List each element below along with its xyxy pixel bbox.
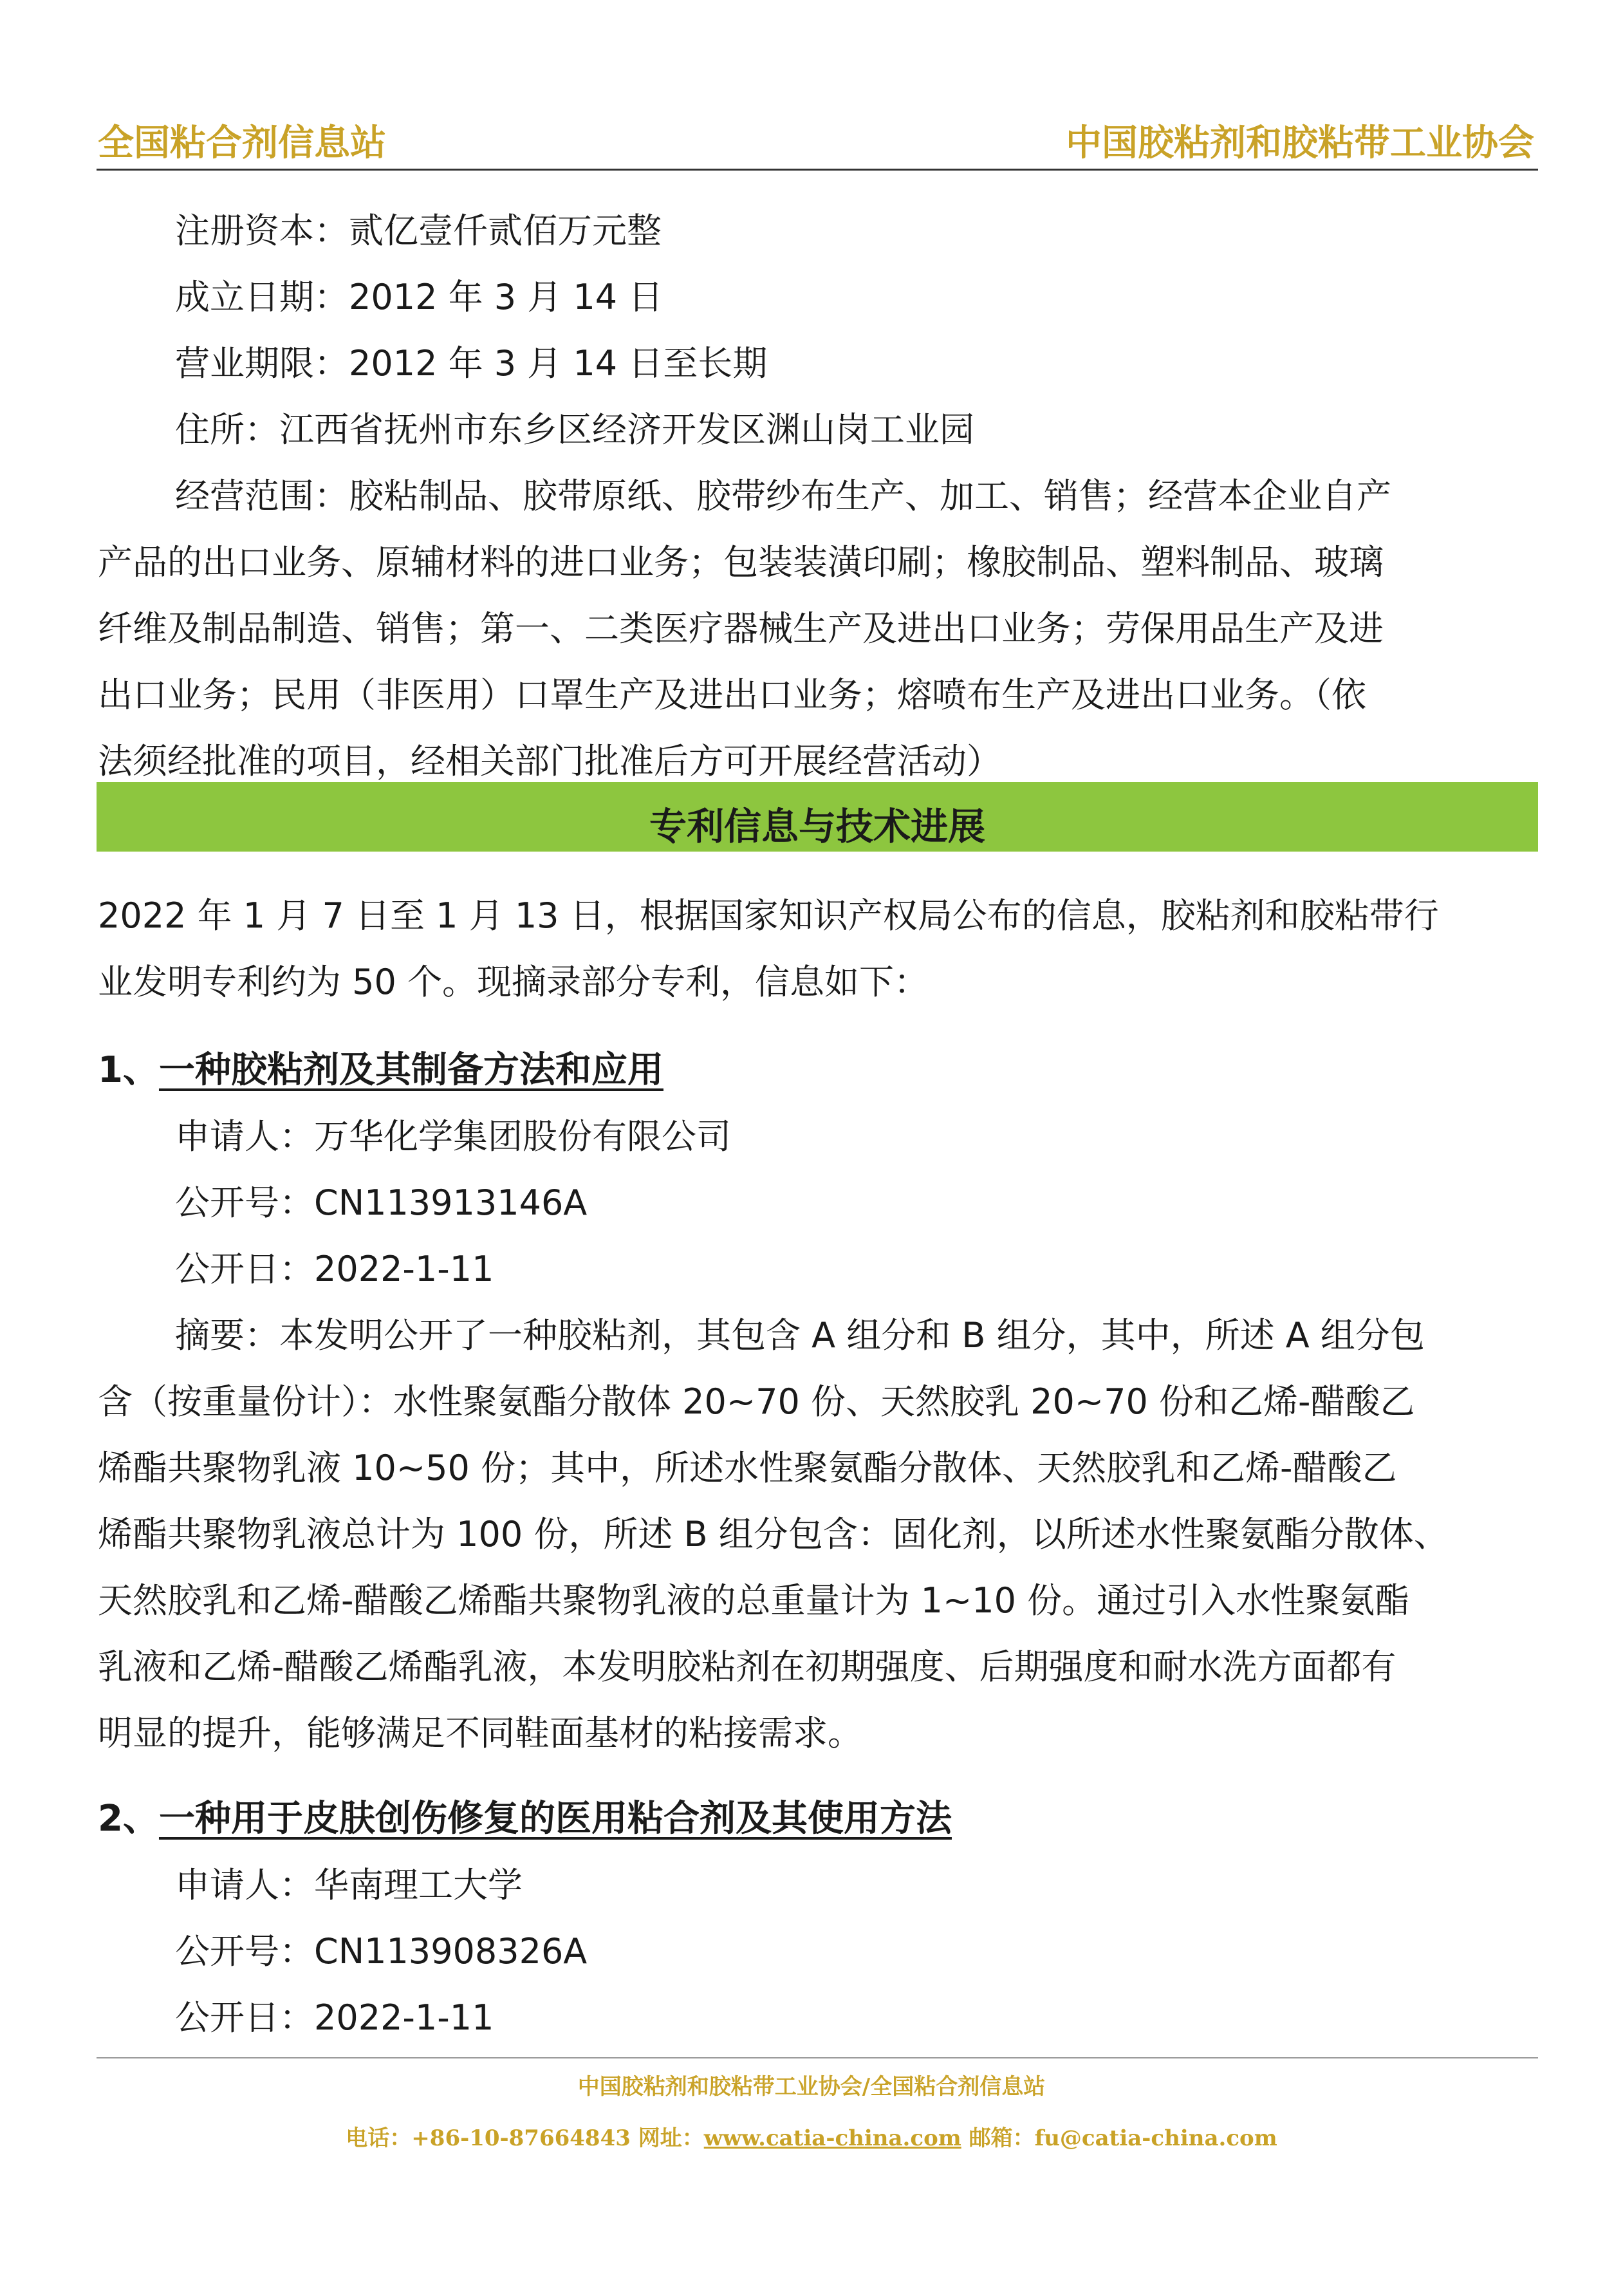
company-scope-line: 产品的出口业务、原辅材料的进口业务；包装装潢印刷；橡胶制品、塑料制品、玻璃 xyxy=(98,542,1384,583)
company-scope-line: 法须经批准的项目，经相关部门批准后方可开展经营活动） xyxy=(98,741,1001,781)
section-banner-title: 专利信息与技术进展 xyxy=(649,805,985,848)
patent-title: 一种胶粘剂及其制备方法和应用 xyxy=(158,1049,663,1091)
intro-line: 业发明专利约为 50 个。现摘录部分专利，信息如下： xyxy=(98,962,929,1002)
company-term: 营业期限：2012 年 3 月 14 日至长期 xyxy=(175,343,768,384)
patent-abstract-line: 乳液和乙烯-醋酸乙烯酯乳液，本发明胶粘剂在初期强度、后期强度和耐水洗方面都有 xyxy=(98,1647,1396,1687)
section-banner xyxy=(97,782,1538,852)
footer-website-link[interactable]: www.catia-china.com xyxy=(703,2125,961,2151)
company-scope-line: 经营范围：胶粘制品、胶带原纸、胶带纱布生产、加工、销售；经营本企业自产 xyxy=(175,476,1391,516)
patent-number: 1、 xyxy=(98,1049,159,1091)
patent-abstract-line: 明显的提升，能够满足不同鞋面基材的粘接需求。 xyxy=(98,1713,862,1753)
footer-org-line: 中国胶粘剂和胶粘带工业协会/全国粘合剂信息站 xyxy=(577,2074,1046,2100)
patent-abstract-line: 烯酯共聚物乳液总计为 100 份，所述 B 组分包含：固化剂，以所述水性聚氨酯分散体、 xyxy=(98,1514,1449,1554)
header-right-title: 中国胶粘剂和胶粘带工业协会 xyxy=(1066,122,1534,164)
patent-pub-no: 公开号：CN113913146A xyxy=(175,1182,588,1223)
patent-abstract-line: 烯酯共聚物乳液 10~50 份；其中，所述水性聚氨酯分散体、天然胶乳和乙烯-醋酸乙 xyxy=(98,1448,1397,1488)
patent-pub-date: 公开日：2022-1-11 xyxy=(175,1249,494,1289)
header-left-title: 全国粘合剂信息站 xyxy=(98,122,386,164)
company-scope-line: 出口业务；民用（非医用）口罩生产及进出口业务；熔喷布生产及进出口业务。（依 xyxy=(98,675,1366,715)
company-scope-line: 纤维及制品制造、销售；第一、二类医疗器械生产及进出口业务；劳保用品生产及进 xyxy=(98,608,1384,649)
company-capital: 注册资本：贰亿壹仟贰佰万元整 xyxy=(175,210,662,251)
patent-applicant: 申请人：华南理工大学 xyxy=(175,1865,523,1905)
patent-pub-no: 公开号：CN113908326A xyxy=(175,1931,588,1972)
patent-applicant: 申请人：万华化学集团股份有限公司 xyxy=(175,1116,731,1157)
patent-heading xyxy=(98,1790,952,1842)
intro-line: 2022 年 1 月 7 日至 1 月 13 日，根据国家知识产权局公布的信息，胶粘剂和胶粘带行 xyxy=(98,895,1439,936)
patent-abstract-line: 摘要：本发明公开了一种胶粘剂，其包含 A 组分和 B 组分，其中，所述 A 组分包 xyxy=(175,1315,1425,1356)
footer-phone: 电话：+86-10-87664843 网址： xyxy=(346,2125,704,2151)
footer-divider xyxy=(97,2057,1538,2058)
company-address: 住所：江西省抚州市东乡区经济开发区渊山岗工业园 xyxy=(175,409,974,450)
footer-email: 邮箱：fu@catia-china.com xyxy=(961,2125,1277,2151)
company-founded: 成立日期：2012 年 3 月 14 日 xyxy=(175,277,663,317)
header-divider xyxy=(97,169,1538,171)
patent-abstract-line: 含（按重量份计）：水性聚氨酯分散体 20~70 份、天然胶乳 20~70 份和乙烯-醋酸乙 xyxy=(98,1381,1415,1422)
patent-number: 2、 xyxy=(98,1798,159,1840)
patent-heading xyxy=(98,1041,663,1093)
patent-pub-date: 公开日：2022-1-11 xyxy=(175,1997,494,2038)
footer-contact-line xyxy=(0,2120,1623,2152)
patent-title: 一种用于皮肤创伤修复的医用粘合剂及其使用方法 xyxy=(158,1798,952,1840)
patent-abstract-line: 天然胶乳和乙烯-醋酸乙烯酯共聚物乳液的总重量计为 1~10 份。通过引入水性聚氨酯 xyxy=(98,1580,1410,1621)
